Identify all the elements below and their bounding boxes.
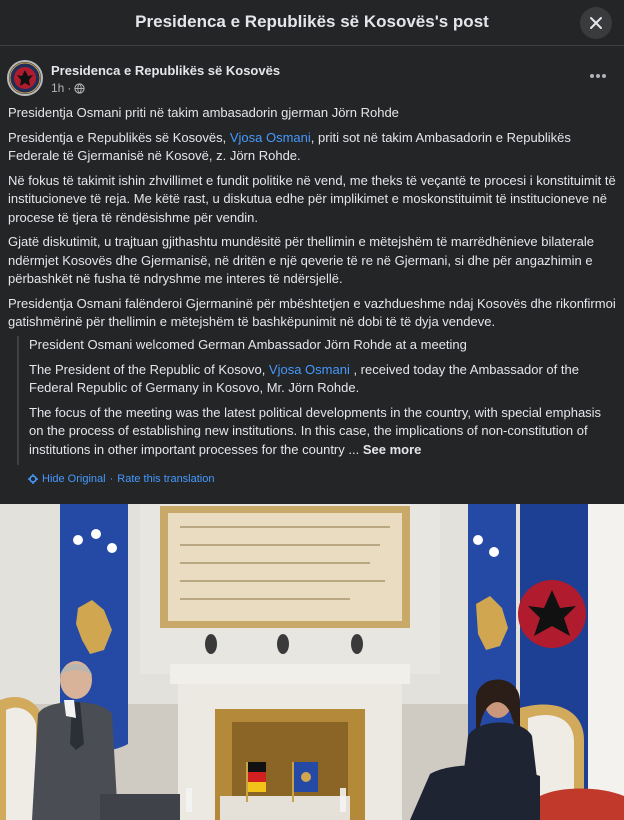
separator-dot: · — [109, 473, 114, 485]
translation-actions — [28, 473, 214, 485]
more-options-button[interactable] — [586, 66, 610, 86]
avatar[interactable] — [7, 60, 43, 96]
close-icon — [589, 16, 603, 30]
ellipsis-icon — [589, 73, 607, 79]
close-button[interactable] — [580, 7, 612, 39]
post-paragraph: Gjatë diskutimit, u trajtuan gjithashtu mundësitë për thellimin e mëtejshëm të marrëdhënieve bilaterale ndërmjet Kosovës dhe Gjermanisë, në dritën e një qeverie të re në Gjermani, si dhe për angazhimin e përbashkët në fusha të ndryshme me interes të ndërsjellë. — [8, 234, 595, 286]
globe-icon — [74, 83, 85, 94]
post-time[interactable]: 1h — [51, 81, 65, 95]
dialog-title: Presidenca e Republikës së Kosovës's post — [135, 12, 489, 31]
meta-dot: · — [67, 81, 72, 95]
paragraph-text: Presidentja e Republikës së Kosovës, — [8, 129, 230, 145]
rate-translation-link[interactable]: Rate this translation — [117, 473, 215, 485]
post-paragraph: Presidentja Osmani falënderoi Gjermaninë për mbështetjen e vazhdueshme ndaj Kosovës dhe rikonfirmoi gatishmërinë për thellimin e mëtejshëm të bashkëpunimit në dobi të të dyja vendeve. — [8, 295, 616, 329]
dialog-header — [0, 0, 624, 46]
post-headline: Presidentja Osmani priti në takim ambasadorin gjerman Jörn Rohde — [8, 105, 399, 120]
presidency-emblem-icon — [9, 62, 41, 94]
post-paragraph — [8, 129, 616, 166]
paragraph-text: , priti sot në takim Ambasadorin e Republikës Federale të Gjermanisë në Kosovë, z. Jörn Rohde. — [8, 129, 571, 163]
post-photo[interactable] — [0, 504, 624, 820]
post-paragraph: Në fokus të takimit ishin zhvillimet e fundit politike në vend, me theks të veçantë te procesi i konstituimit të institucioneve të reja. Me këtë rast, u diskutua edhe për implikimet e moskonstituimit të institucioneve në procese të tjera të rëndësishme për vendin. — [8, 172, 616, 225]
hide-original-link[interactable]: Hide Original — [42, 473, 106, 485]
post-header — [0, 46, 624, 101]
gear-icon — [28, 474, 38, 484]
vjosa-osmani-translation-link[interactable]: Vjosa Osmani — [268, 361, 350, 377]
paragraph-text: The focus of the meeting was the latest political developments in the country, with special emphasis on the process of establishing new institutions. In this case, the implications of non-constitution of institutions in other important processes for the country ... — [29, 404, 602, 457]
post-card — [0, 46, 624, 820]
post-body — [8, 104, 616, 338]
paragraph-text: The President of the Republic of Kosovo, — [29, 361, 269, 377]
page-name-link[interactable]: Presidenca e Republikës së Kosovës — [51, 63, 281, 78]
see-more-button[interactable]: See more — [362, 441, 422, 457]
translation-paragraph — [29, 404, 607, 460]
translation-paragraph — [29, 361, 607, 398]
meeting-photo-illustration — [0, 504, 624, 820]
paragraph-text: , received today the Ambassador of the Federal Republic of Germany in Kosovo, Mr. Jörn Rohde. — [29, 361, 579, 395]
vjosa-osmani-link[interactable]: Vjosa Osmani — [229, 129, 311, 145]
post-meta — [51, 81, 85, 95]
translation-block — [17, 336, 607, 465]
translation-headline: President Osmani welcomed German Ambassador Jörn Rohde at a meeting — [29, 337, 467, 352]
